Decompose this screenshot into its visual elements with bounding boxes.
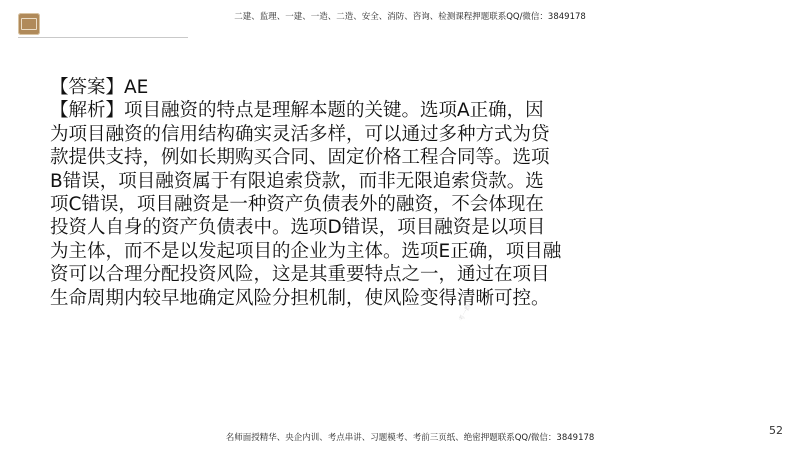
explanation-line: 项C错误，项目融资是一种资产负债表外的融资，不会体现在 (50, 194, 544, 216)
explanation-line: 【解析】项目融资的特点是理解本题的关键。选项A正确，因 (50, 100, 544, 122)
footer-promo-text: 名师面授精华、央企内训、考点串讲、习题模考、考前三页纸、绝密押题联系QQ/微信：3849178 (225, 433, 595, 443)
explanation-line: 投资人自身的资产负债表中。选项D错误，项目融资是以项目 (50, 217, 546, 239)
answer-line: 【答案】AE (50, 77, 149, 98)
answer-explanation-text (50, 76, 610, 310)
explanation-line: B错误，项目融资属于有限追索贷款，而非无限追索贷款。选 (50, 170, 544, 192)
explanation-line: 资可以合理分配投资风险，这是其重要特点之一，通过在项目 (50, 264, 550, 286)
logo-mark (21, 18, 37, 30)
brand-logo-icon (18, 13, 40, 35)
explanation-line: 为主体，而不是以发起项目的企业为主体。选项E正确，项目融 (50, 240, 562, 262)
explanation-line: 款提供支持，例如长期购买合同、固定价格工程合同等。选项 (50, 147, 550, 169)
header-divider (18, 37, 188, 38)
explanation-line: 生命周期内较早地确定风险分担机制，使风险变得清晰可控。 (50, 287, 550, 309)
header-promo-text: 二建、监理、一建、一造、二造、安全、消防、咨询、检测课程押题联系QQ/微信：3849178 (234, 12, 586, 22)
page-number: 52 (769, 424, 783, 437)
watermark: 考一群 (457, 303, 473, 323)
explanation-line: 为项目融资的信用结构确实灵活多样，可以通过多种方式为贷 (50, 123, 550, 145)
